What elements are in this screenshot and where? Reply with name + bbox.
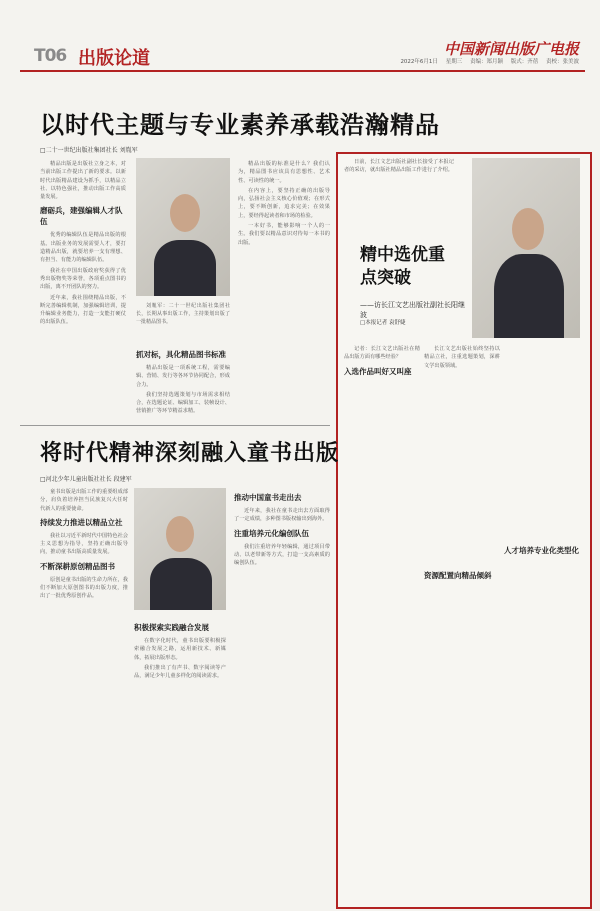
issue-editor: 责编：郑月颖: [469, 59, 503, 65]
issue-meta: [394, 57, 579, 65]
portrait-head: [170, 194, 200, 232]
paragraph: 日前，长江文艺出版社副社长接受了本报记者的采访，就出版社精品出版工作进行了介绍。: [344, 159, 454, 174]
article2-byline: □河北少年儿童出版社社长 段建军: [40, 476, 132, 483]
paragraph: 我们推出了有声书、数字阅读等产品，满足少年儿童多样化的阅读需求。: [134, 664, 226, 680]
article2-column-2: [134, 618, 226, 906]
paragraph: 在内容上，要坚持正确的出版导向，弘扬社会主义核心价值观；在形式上，要不断创新，追求完美；在效果上，要经得起读者和市场的检验。: [238, 187, 330, 219]
article2-subheading-3: 积极探索实践融合发展: [134, 623, 209, 632]
article1-subheading-1: 磨砺兵，建强编辑人才队伍: [40, 206, 123, 227]
portrait-figure: [154, 240, 216, 296]
interview-portrait-photo: [472, 158, 580, 338]
interview-title: [360, 244, 450, 290]
portrait-head: [166, 516, 194, 552]
paragraph: 我们注重培养年轻编辑，通过项目带动、以老带新等方式，打造一支高素质的编创队伍。: [234, 543, 330, 567]
paragraph: 我社在中国出版政府奖获得了优秀出版物奖等荣誉，各项重点图书的出版，离不开团队的努力。: [40, 267, 126, 291]
paragraph: 我们坚持选题策划与市场需求相结合，在选题论证、编辑加工、装帧设计、营销推广等环节精益求精。: [136, 391, 230, 415]
issue-proof: 责校：张美波: [545, 59, 579, 65]
paragraph: 童书出版是出版工作的重要组成部分，肩负着培养担当民族复兴大任时代新人的重要使命。: [40, 489, 128, 512]
article1-column-1: [40, 160, 126, 420]
paragraph: 近年来，我社在童书走出去方面取得了一定成绩，多种图书版权输出到海外。: [234, 508, 330, 523]
article1-photo-caption: 刘胤军：二十一世纪出版社集团社长，长期从事出版工作，主持策划出版了一批精品图书。: [136, 303, 230, 325]
article2-subheading-1: 持续发力推进以精品立社: [40, 517, 123, 527]
interview-title-text: 精中选优重点突破: [360, 245, 445, 288]
paragraph: 记者：长江文艺出版社在精品出版方面有哪些经验？: [344, 346, 420, 361]
interview-column-2: [424, 345, 500, 900]
portrait-head: [512, 208, 544, 250]
article2-title: 将时代精神深刻融入童书出版: [40, 441, 340, 466]
article1-portrait-photo: [136, 158, 230, 296]
issue-layout: 版式：齐蓓: [510, 59, 539, 65]
paragraph: 在数字化时代，童书出版要积极探索融合发展之路，运用新技术、新媒体，拓展出版形态。: [134, 638, 226, 661]
interview-subheading-2: 人才培养专业化类型化: [504, 546, 579, 555]
article2-column-3: [234, 488, 330, 906]
newspaper-masthead: 中国新闻出版广电报: [443, 40, 579, 58]
section-divider: [20, 425, 330, 426]
paragraph: 精品出版是一项系统工程，需要编辑、营销、发行等各环节协同配合，形成合力。: [136, 365, 230, 388]
article2-portrait-photo: [134, 488, 226, 610]
paragraph: 精品出版的标准是什么？我们认为，精品图书应该具有思想性、艺术性、可读性的统一。: [238, 161, 330, 184]
section-title: 出版论道: [78, 48, 150, 69]
article1-column-2: [136, 345, 230, 421]
article1-title: 以时代主题与专业素养承载浩瀚精品: [40, 111, 440, 139]
interview-byline: □本报记者 袁舒婕: [360, 320, 406, 326]
article1-subheading-2: 抓对标，具化精品图书标准: [136, 350, 226, 359]
paragraph: 精品出版是出版社立身之本，对当前出版工作提出了新的要求。以新时代出版精品建设为抓手，以精品立社、以特色强社，推动出版工作高质量发展。: [40, 161, 126, 201]
article1-byline: □二十一世纪出版社集团社长 刘胤军: [40, 147, 138, 154]
interview-subheading-1: 入选作品叫好又叫座: [344, 366, 412, 376]
interview-column-3: [504, 345, 582, 900]
interview-column-1: [344, 345, 420, 900]
page-number: T06: [34, 46, 67, 66]
paragraph: 长江文艺出版社始终坚持以精品立社，注重选题策划，深耕文学出版领域。: [424, 346, 500, 369]
article2-subheading-2: 不断深耕原创精品图书: [40, 561, 115, 571]
page-header: [20, 40, 585, 72]
issue-date: 2022年6月1日: [400, 59, 438, 65]
paragraph: 近年来，我社围绕精品出版，不断完善编辑机制，加强编辑培训，提升编辑业务能力，打造一支能打硬仗的出版队伍。: [40, 294, 126, 326]
paragraph: 我社以习近平新时代中国特色社会主义思想为指导，坚持正确出版导向，推动童书出版高质量发展。: [40, 532, 128, 556]
interview-subheading-3: 资源配置向精品倾斜: [424, 570, 492, 580]
paragraph: 一本好书，能够影响一个人的一生。我们要以精品意识对待每一本书的出版。: [238, 223, 330, 246]
article1-column-3: [238, 160, 330, 420]
interview-subtitle: ——访长江文艺出版社副社长阳继波: [360, 301, 465, 319]
article2-subheading-5: 注重培养元化编创队伍: [234, 528, 309, 538]
portrait-figure: [494, 254, 564, 338]
issue-weekday: 星期三: [445, 59, 463, 65]
paragraph: 原创是童书出版的生命力所在，我们不断加大原创图书的出版力度，推出了一批优秀原创作品。: [40, 576, 128, 600]
article2-column-1: [40, 488, 128, 906]
article2-subheading-4: 推动中国童书走出去: [234, 493, 302, 502]
paragraph: 优秀的编辑队伍是精品出版的根基。出版业务的发展需要人才，要打造精品出版，就要培养一支有理想、有担当、有能力的编辑队伍。: [40, 232, 126, 264]
interview-intro: [344, 158, 454, 238]
portrait-figure: [150, 558, 212, 610]
